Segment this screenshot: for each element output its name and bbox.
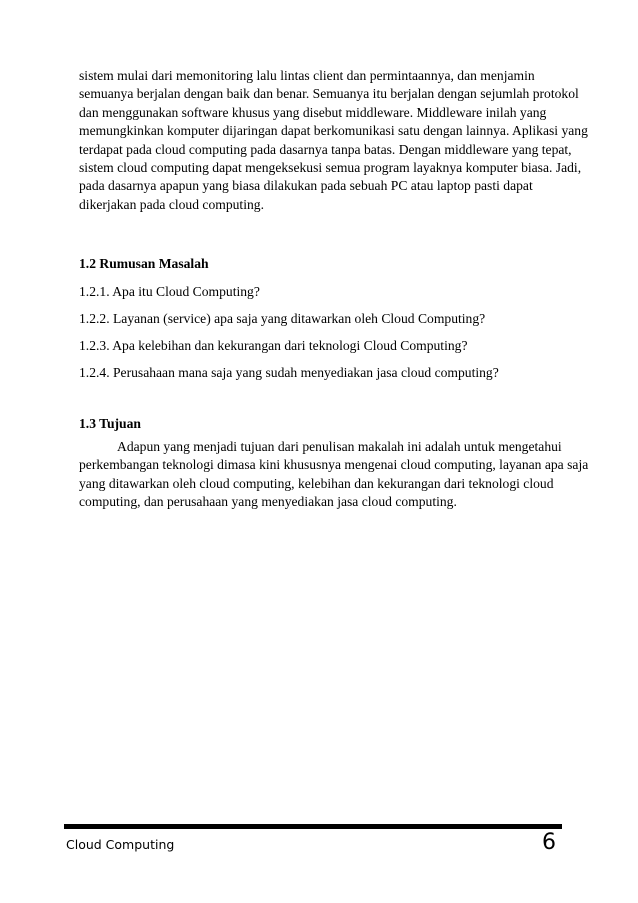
paragraph-line: Adapun yang menjadi tujuan dari penulisan makalah ini adalah untuk mengetahui: [117, 439, 562, 454]
paragraph-line: sistem mulai dari memonitoring lalu lintas client dan permintaannya, dan menjamin: [79, 68, 535, 83]
paragraph-line: dikerjakan pada cloud computing.: [79, 196, 264, 212]
paragraph-line: semuanya berjalan dengan baik dan benar. Semuanya itu berjalan dengan sejumlah protokol: [79, 86, 579, 102]
question-item: 1.2.1. Apa itu Cloud Computing?: [79, 284, 260, 299]
section-heading-tujuan: 1.3 Tujuan: [79, 416, 141, 431]
footer-title: Cloud Computing: [66, 837, 175, 852]
footer-divider: [64, 824, 562, 829]
section-heading-rumusan-masalah: 1.2 Rumusan Masalah: [79, 256, 209, 271]
paragraph-line: computing, dan perusahaan yang menyediakan jasa cloud computing.: [79, 494, 457, 510]
paragraph-line: memungkinkan komputer dijaringan dapat berkomunikasi satu dengan lainnya. Aplikasi yang: [79, 123, 588, 139]
question-item: 1.2.2. Layanan (service) apa saja yang ditawarkan oleh Cloud Computing?: [79, 311, 486, 326]
paragraph-line: terdapat pada cloud computing pada dasarnya tanpa batas. Dengan middleware yang tepat,: [79, 141, 572, 157]
question-item: 1.2.4. Perusahaan mana saja yang sudah menyediakan jasa cloud computing?: [79, 365, 499, 380]
page-number: 6: [542, 830, 556, 855]
intro-paragraph: [79, 67, 588, 214]
question-item: 1.2.3. Apa kelebihan dan kekurangan dari teknologi Cloud Computing?: [79, 338, 468, 353]
paragraph-line: dan menggunakan software khusus yang disebut middleware. Middleware inilah yang: [79, 104, 547, 120]
paragraph-line: pada dasarnya apapun yang biasa dilakukan pada sebuah PC atau laptop pasti dapat: [79, 178, 533, 194]
tujuan-paragraph: [79, 438, 589, 512]
paragraph-line: perkembangan teknologi dimasa kini khususnya mengenai cloud computing, layanan apa saja: [79, 457, 589, 473]
paragraph-line: sistem cloud computing dapat mengeksekusi semua program layaknya komputer biasa. Jadi,: [79, 160, 582, 176]
paragraph-line: yang ditawarkan oleh cloud computing, kelebihan dan kekurangan dari teknologi cloud: [79, 475, 554, 491]
